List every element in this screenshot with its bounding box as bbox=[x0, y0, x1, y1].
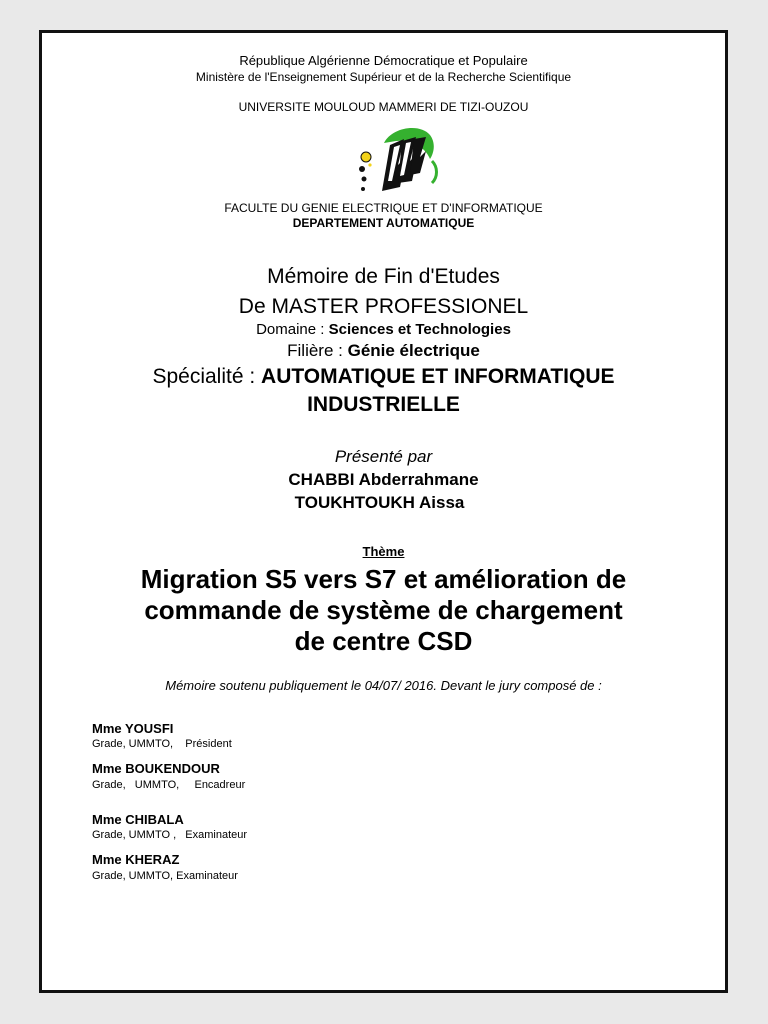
memoire-title-line1: Mémoire de Fin d'Etudes bbox=[267, 265, 500, 288]
specialite-value: AUTOMATIQUE ET INFORMATIQUE bbox=[261, 365, 615, 388]
theme-title-line1: Migration S5 vers S7 et amélioration de bbox=[140, 564, 627, 594]
document-page bbox=[39, 30, 728, 993]
presented-label: Présenté par bbox=[334, 447, 433, 466]
university-line: UNIVERSITE MOULOUD MAMMERI DE TIZI-OUZOU bbox=[238, 100, 529, 114]
faculty-line: FACULTE DU GENIE ELECTRIQUE ET D'INFORMATIQUE bbox=[224, 201, 543, 215]
theme-label: Thème bbox=[362, 544, 405, 559]
domaine-label: Domaine : bbox=[256, 321, 329, 338]
jury-role: Grade, UMMTO, Président bbox=[92, 738, 232, 750]
specialite-label: Spécialité : bbox=[152, 365, 262, 388]
specialite-line bbox=[42, 365, 725, 389]
jury-role: Grade, UMMTO , Examinateur bbox=[92, 829, 248, 841]
department-line: DEPARTEMENT AUTOMATIQUE bbox=[292, 216, 475, 230]
university-logo-icon bbox=[354, 121, 442, 199]
jury-name: Mme KHERAZ bbox=[92, 852, 180, 867]
jury-role: Grade, UMMTO, Examinateur bbox=[92, 870, 238, 882]
jury-role: Grade, UMMTO, Encadreur bbox=[92, 779, 246, 791]
author-1: CHABBI Abderrahmane bbox=[288, 470, 479, 489]
memoire-title-line2: De MASTER PROFESSIONEL bbox=[238, 295, 529, 318]
theme-title-line3: de centre CSD bbox=[294, 626, 473, 656]
author-2: TOUKHTOUKH Aissa bbox=[294, 493, 465, 512]
republic-line: République Algérienne Démocratique et Populaire bbox=[239, 53, 528, 68]
jury-name: Mme BOUKENDOUR bbox=[92, 761, 220, 776]
domaine-value: Sciences et Technologies bbox=[328, 321, 511, 338]
domaine-line bbox=[42, 321, 725, 338]
specialite-value-line2: INDUSTRIELLE bbox=[307, 393, 460, 416]
theme-title-line2: commande de système de chargement bbox=[144, 595, 623, 625]
filiere-value: Génie électrique bbox=[347, 341, 480, 360]
defense-line: Mémoire soutenu publiquement le 04/07/ 2016. Devant le jury composé de : bbox=[165, 678, 602, 693]
jury-name: Mme CHIBALA bbox=[92, 812, 184, 827]
ministry-line: Ministère de l'Enseignement Supérieur et de la Recherche Scientifique bbox=[195, 70, 572, 84]
filiere-label: Filière : bbox=[287, 341, 348, 360]
jury-name: Mme YOUSFI bbox=[92, 721, 174, 736]
filiere-line bbox=[42, 341, 725, 361]
